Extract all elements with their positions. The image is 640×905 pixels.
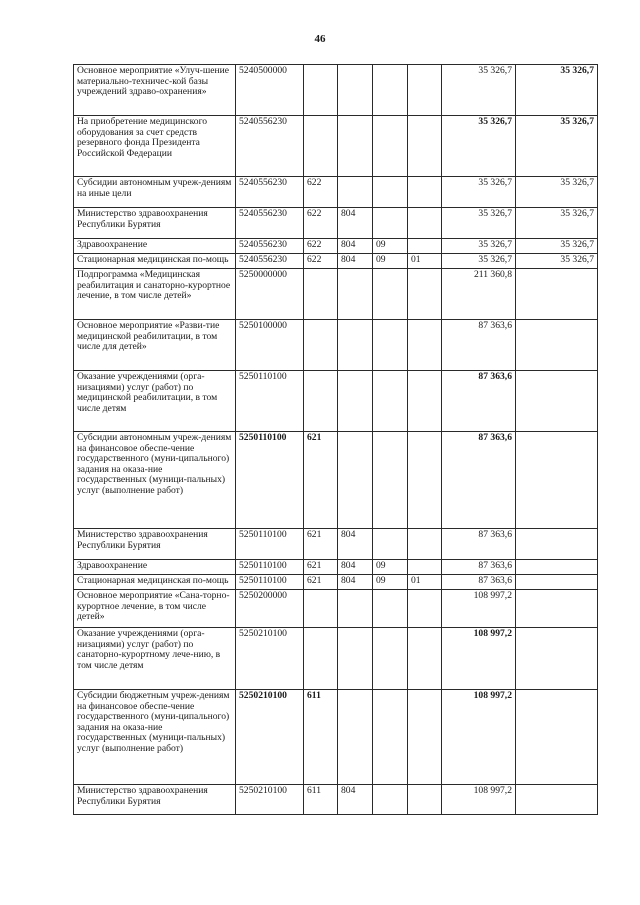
table-row <box>74 320 598 371</box>
table-row <box>74 575 598 590</box>
cell-amount: 108 997,2 <box>442 690 516 785</box>
cell-amount-extra: 35 326,7 <box>516 254 598 269</box>
cell-amount: 108 997,2 <box>442 785 516 815</box>
cell-rz: 09 <box>373 560 408 575</box>
cell-code: 5250000000 <box>236 269 304 320</box>
cell-name: Министерство здравоохранения Республики Бурятия <box>74 208 236 239</box>
cell-pr <box>408 785 442 815</box>
table-row <box>74 116 598 177</box>
cell-code: 5240556230 <box>236 177 304 208</box>
table-row <box>74 785 598 815</box>
cell-vr <box>304 116 338 177</box>
cell-rz <box>373 690 408 785</box>
cell-name: Субсидии автономным учреж-дениям на финансовое обеспе-чение государственного (муни-ципального) задания на оказа-ние государственных (муници-пальных) услуг (выполнение работ) <box>74 432 236 529</box>
cell-rz <box>373 116 408 177</box>
cell-pr <box>408 529 442 560</box>
cell-pr <box>408 208 442 239</box>
cell-name: Министерство здравоохранения Республики Бурятия <box>74 529 236 560</box>
table-row <box>74 269 598 320</box>
cell-amount-extra <box>516 690 598 785</box>
table-row <box>74 254 598 269</box>
cell-name: Субсидии бюджетным учреж-дениям на финансовое обеспе-чение государственного (муни-ципального) задания на оказа-ние государственных (муници-пальных) услуг (выполнение работ) <box>74 690 236 785</box>
cell-rz <box>373 785 408 815</box>
cell-code: 5250100000 <box>236 320 304 371</box>
cell-name: Стационарная медицинская по-мощь <box>74 575 236 590</box>
table-row <box>74 590 598 628</box>
cell-rz <box>373 590 408 628</box>
cell-rz <box>373 269 408 320</box>
cell-amount: 87 363,6 <box>442 371 516 432</box>
cell-rz <box>373 208 408 239</box>
cell-vr <box>304 320 338 371</box>
cell-vr: 622 <box>304 239 338 254</box>
cell-amount-extra <box>516 628 598 690</box>
cell-vr: 621 <box>304 560 338 575</box>
cell-amount-extra <box>516 560 598 575</box>
cell-amount-extra <box>516 432 598 529</box>
cell-amount-extra <box>516 320 598 371</box>
cell-pr <box>408 628 442 690</box>
cell-amount: 35 326,7 <box>442 116 516 177</box>
cell-amount: 87 363,6 <box>442 529 516 560</box>
cell-name: Оказание учреждениями (орга-низациями) услуг (работ) по санаторно-курортному лече-нию, в том числе детям <box>74 628 236 690</box>
cell-amount: 35 326,7 <box>442 208 516 239</box>
cell-vr <box>304 269 338 320</box>
table-row <box>74 65 598 116</box>
table-row <box>74 690 598 785</box>
cell-amount-extra <box>516 269 598 320</box>
cell-amount: 108 997,2 <box>442 590 516 628</box>
cell-vr: 611 <box>304 785 338 815</box>
cell-rz <box>373 432 408 529</box>
cell-vr <box>304 371 338 432</box>
cell-name: Основное мероприятие «Улуч-шение материально-техничес-кой базы учреждений здраво-охранения» <box>74 65 236 116</box>
cell-amount-extra: 35 326,7 <box>516 239 598 254</box>
cell-code: 5250110100 <box>236 432 304 529</box>
cell-ved: 804 <box>338 575 373 590</box>
table-row <box>74 432 598 529</box>
table-row <box>74 628 598 690</box>
cell-name: Оказание учреждениями (орга-низациями) услуг (работ) по медицинской реабилитации, в том числе детям <box>74 371 236 432</box>
cell-rz: 09 <box>373 239 408 254</box>
cell-vr: 621 <box>304 529 338 560</box>
page-number: 46 <box>314 33 326 45</box>
cell-amount-extra <box>516 371 598 432</box>
cell-ved <box>338 371 373 432</box>
cell-pr <box>408 116 442 177</box>
cell-name: На приобретение медицинского оборудования за счет средств резервного фонда Президента Российской Федерации <box>74 116 236 177</box>
cell-code: 5240556230 <box>236 254 304 269</box>
cell-pr <box>408 239 442 254</box>
cell-pr: 01 <box>408 254 442 269</box>
cell-name: Основное мероприятие «Разви-тие медицинской реабилитации, в том числе для детей» <box>74 320 236 371</box>
cell-amount-extra <box>516 590 598 628</box>
cell-ved <box>338 116 373 177</box>
cell-amount-extra: 35 326,7 <box>516 177 598 208</box>
table-row <box>74 560 598 575</box>
cell-code: 5250210100 <box>236 785 304 815</box>
cell-rz: 09 <box>373 575 408 590</box>
cell-code: 5250210100 <box>236 628 304 690</box>
cell-amount-extra: 35 326,7 <box>516 65 598 116</box>
cell-amount: 35 326,7 <box>442 65 516 116</box>
cell-pr <box>408 371 442 432</box>
cell-code: 5250110100 <box>236 371 304 432</box>
cell-rz <box>373 529 408 560</box>
cell-vr <box>304 628 338 690</box>
cell-pr <box>408 560 442 575</box>
cell-rz: 09 <box>373 254 408 269</box>
cell-name: Подпрограмма «Медицинская реабилитация и санаторно-курортное лечение, в том числе детей» <box>74 269 236 320</box>
cell-ved <box>338 690 373 785</box>
cell-code: 5250110100 <box>236 560 304 575</box>
cell-code: 5250110100 <box>236 529 304 560</box>
cell-amount-extra: 35 326,7 <box>516 208 598 239</box>
cell-vr: 621 <box>304 575 338 590</box>
cell-ved: 804 <box>338 239 373 254</box>
cell-code: 5240556230 <box>236 208 304 239</box>
cell-ved: 804 <box>338 785 373 815</box>
budget-table <box>73 64 598 815</box>
cell-rz <box>373 177 408 208</box>
table-row <box>74 529 598 560</box>
cell-pr <box>408 320 442 371</box>
cell-pr: 01 <box>408 575 442 590</box>
cell-amount-extra <box>516 575 598 590</box>
cell-ved <box>338 177 373 208</box>
cell-code: 5250110100 <box>236 575 304 590</box>
cell-vr: 621 <box>304 432 338 529</box>
cell-name: Здравоохранение <box>74 239 236 254</box>
cell-vr: 622 <box>304 254 338 269</box>
table-row <box>74 177 598 208</box>
cell-code: 5250210100 <box>236 690 304 785</box>
cell-code: 5240556230 <box>236 239 304 254</box>
cell-amount-extra <box>516 785 598 815</box>
cell-amount: 87 363,6 <box>442 432 516 529</box>
table-row <box>74 208 598 239</box>
cell-name: Министерство здравоохранения Республики Бурятия <box>74 785 236 815</box>
cell-name: Стационарная медицинская по-мощь <box>74 254 236 269</box>
cell-ved <box>338 320 373 371</box>
cell-code: 5250200000 <box>236 590 304 628</box>
cell-amount: 211 360,8 <box>442 269 516 320</box>
cell-name: Субсидии автономным учреж-дениям на иные цели <box>74 177 236 208</box>
cell-pr <box>408 432 442 529</box>
cell-pr <box>408 269 442 320</box>
cell-amount: 35 326,7 <box>442 177 516 208</box>
cell-vr: 622 <box>304 208 338 239</box>
cell-vr: 622 <box>304 177 338 208</box>
cell-name: Здравоохранение <box>74 560 236 575</box>
cell-ved <box>338 432 373 529</box>
cell-rz <box>373 371 408 432</box>
cell-vr: 611 <box>304 690 338 785</box>
cell-ved <box>338 269 373 320</box>
cell-vr <box>304 590 338 628</box>
cell-name: Основное мероприятие «Сана-торно-курортное лечение, в том числе детей» <box>74 590 236 628</box>
table-row <box>74 239 598 254</box>
cell-rz <box>373 628 408 690</box>
cell-code: 5240556230 <box>236 116 304 177</box>
cell-ved: 804 <box>338 560 373 575</box>
cell-pr <box>408 590 442 628</box>
cell-amount-extra <box>516 529 598 560</box>
cell-amount: 87 363,6 <box>442 575 516 590</box>
cell-ved: 804 <box>338 254 373 269</box>
cell-pr <box>408 177 442 208</box>
cell-ved <box>338 65 373 116</box>
cell-amount: 87 363,6 <box>442 320 516 371</box>
cell-amount-extra: 35 326,7 <box>516 116 598 177</box>
cell-vr <box>304 65 338 116</box>
cell-rz <box>373 65 408 116</box>
table-row <box>74 371 598 432</box>
cell-ved <box>338 590 373 628</box>
cell-rz <box>373 320 408 371</box>
cell-pr <box>408 65 442 116</box>
cell-pr <box>408 690 442 785</box>
cell-amount: 87 363,6 <box>442 560 516 575</box>
cell-ved <box>338 628 373 690</box>
cell-amount: 108 997,2 <box>442 628 516 690</box>
cell-ved: 804 <box>338 529 373 560</box>
cell-code: 5240500000 <box>236 65 304 116</box>
cell-amount: 35 326,7 <box>442 239 516 254</box>
cell-ved: 804 <box>338 208 373 239</box>
cell-amount: 35 326,7 <box>442 254 516 269</box>
